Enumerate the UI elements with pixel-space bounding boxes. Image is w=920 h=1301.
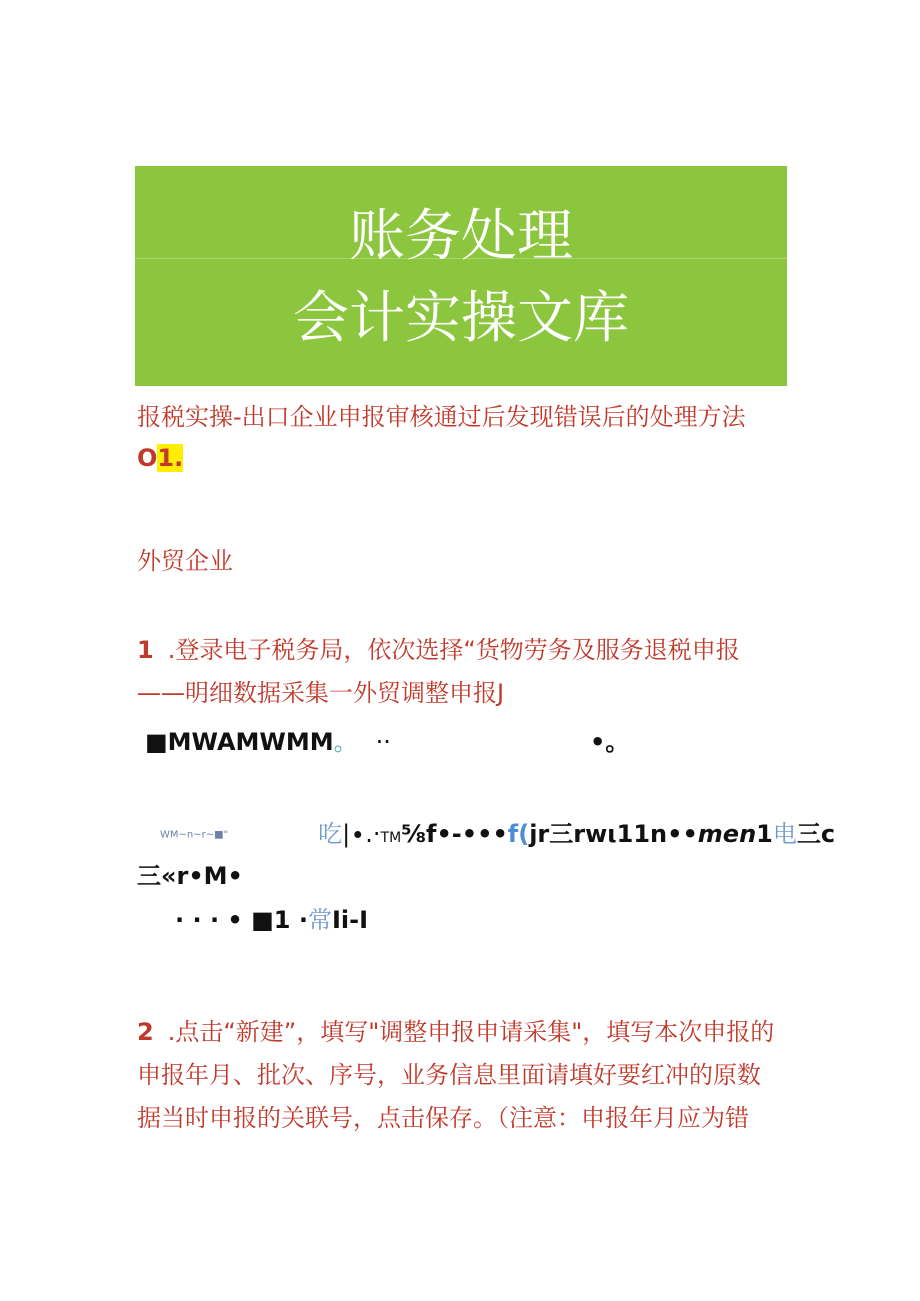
- ocr-noise-2-i: 电: [772, 820, 797, 848]
- step-1-line-2: ——明细数据采集一外贸调整申报J: [137, 679, 505, 707]
- ocr-noise-4-a: · · · • ■1 ·: [175, 906, 308, 934]
- ocr-noise-1-dots: ··: [375, 728, 391, 756]
- ocr-noise-row-2: [160, 814, 835, 849]
- ocr-noise-2-e: f(: [507, 820, 530, 848]
- ocr-noise-2-a: 吃: [318, 820, 343, 848]
- step-2-number: 2: [137, 1018, 154, 1046]
- ocr-noise-1-teal: 。: [333, 728, 346, 756]
- headline-suffix: [137, 444, 183, 472]
- ocr-noise-2-f: jr三rwι11n••: [529, 820, 698, 848]
- step-2-line-2: 申报年月、批次、序号，业务信息里面请填好要红冲的原数: [137, 1061, 761, 1089]
- ocr-noise-2-c: TM: [380, 830, 402, 846]
- headline-suffix-plain: O: [137, 444, 158, 472]
- ocr-noise-1-main: ■MWAMWMM: [145, 728, 334, 756]
- ocr-noise-4-c: Ii-I: [331, 906, 369, 934]
- ocr-noise-2-h: 1: [756, 820, 773, 848]
- title-banner: [135, 166, 787, 386]
- banner-title-line1: 账务处理: [349, 204, 573, 269]
- ocr-noise-2-j: 三c: [796, 820, 836, 848]
- step-1-number: 1: [137, 636, 154, 664]
- banner-title-line2: 会计实操文库: [293, 286, 629, 351]
- ocr-noise-row-4: [175, 900, 368, 935]
- ocr-noise-2-d: ⅝f•-•••: [401, 820, 508, 848]
- step-2-line-3: 据当时申报的关联号，点击保存。（注意：申报年月应为错: [137, 1104, 749, 1132]
- step-1-line-1: [137, 629, 797, 672]
- ocr-noise-4-b: 常: [307, 906, 332, 934]
- ocr-noise-2-b: |∙.·: [342, 820, 381, 848]
- step-2-line-1: [137, 1011, 797, 1054]
- document-headline: 报税实操-出口企业申报审核通过后发现错误后的处理方法: [137, 403, 746, 431]
- headline-suffix-highlight: 1.: [157, 444, 184, 472]
- step-2-paragraph: [137, 1011, 797, 1140]
- step-2-text-1: .点击“新建”，填写"调整申报申请采集"，填写本次申报的: [167, 1018, 775, 1046]
- ocr-noise-2-tiny: WM~n~r~■": [160, 829, 229, 841]
- ocr-noise-row-1: [145, 722, 630, 757]
- ocr-noise-2-g: men: [697, 820, 757, 848]
- section-label: 外贸企业: [137, 547, 233, 575]
- step-1-text-1: .登录电子税务局，依次选择“货物劳务及服务退税申报: [167, 636, 740, 664]
- ocr-noise-row-3: 三«r•M•: [137, 862, 243, 890]
- step-1-paragraph: [137, 629, 797, 715]
- ocr-noise-1-end: •。: [590, 728, 630, 756]
